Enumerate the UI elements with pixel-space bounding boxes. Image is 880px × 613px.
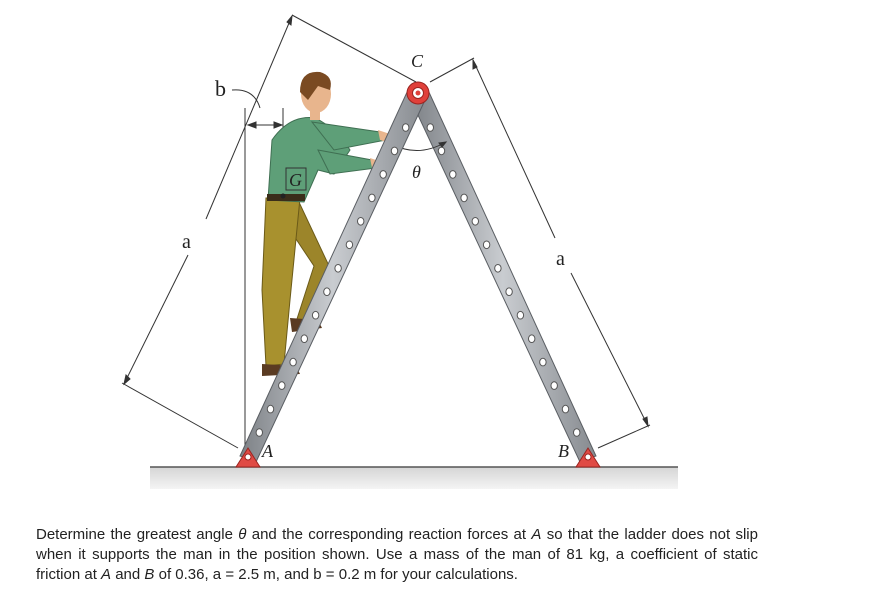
ladder-rung — [551, 382, 557, 390]
ladder-rung — [358, 218, 364, 226]
ladder-rung — [461, 194, 467, 202]
ladder-rung — [335, 265, 341, 273]
ladder-rung — [369, 194, 375, 202]
ladder-rung — [279, 382, 285, 390]
dimension-a-right — [430, 58, 650, 448]
ladder-rung — [562, 405, 568, 413]
ladder-rung — [290, 358, 296, 366]
label-b-point: B — [558, 441, 569, 461]
ladder-rung — [267, 405, 273, 413]
ladder-rung — [495, 265, 501, 273]
ladder-rung — [450, 171, 456, 179]
problem-statement — [36, 525, 758, 585]
ladder-rung — [506, 288, 512, 296]
ladder-rung — [427, 124, 433, 132]
ladder-rung — [380, 171, 386, 179]
ladder-rung — [472, 218, 478, 226]
problem-point-a-2: A — [101, 566, 112, 583]
problem-point-a: A — [531, 526, 542, 543]
ladder-rung — [301, 335, 307, 343]
ladder-rung — [324, 288, 330, 296]
label-g: G — [289, 170, 302, 190]
ladder-rung — [346, 241, 352, 249]
label-a-left: a — [182, 231, 191, 253]
ground — [150, 467, 678, 489]
problem-point-b: B — [144, 566, 155, 583]
ladder-rung — [391, 147, 397, 155]
problem-text-4: and — [111, 566, 145, 583]
problem-text-5: of 0.36, a = 2.5 m, and b = 0.2 m for your calculations. — [154, 566, 518, 583]
label-c: C — [411, 51, 424, 71]
problem-text-3: so that the ladder does not slip when it supports the man in the position shown. Use a mass of the man of 81 kg, a coefficient of static friction at — [36, 526, 758, 583]
problem-text-1: Determine the greatest angle — [36, 526, 239, 543]
problem-text-2: and the corresponding reaction forces at — [246, 526, 532, 543]
ladder-rung — [574, 429, 580, 437]
ladder-rung — [256, 429, 262, 437]
ladder-rung — [438, 147, 444, 155]
label-a-right: a — [556, 248, 565, 270]
ladder-rung — [540, 358, 546, 366]
label-b: b — [215, 76, 226, 101]
ladder-rung — [517, 311, 523, 319]
problem-theta: θ — [238, 526, 247, 543]
ladder-rung — [483, 241, 489, 249]
man-figure — [262, 72, 396, 376]
label-a-point: A — [262, 441, 273, 461]
ladder-rung — [312, 311, 318, 319]
label-theta: θ — [412, 162, 421, 182]
ladder-rung — [529, 335, 535, 343]
hinge-c — [407, 82, 429, 104]
ladder-rung — [403, 124, 409, 132]
